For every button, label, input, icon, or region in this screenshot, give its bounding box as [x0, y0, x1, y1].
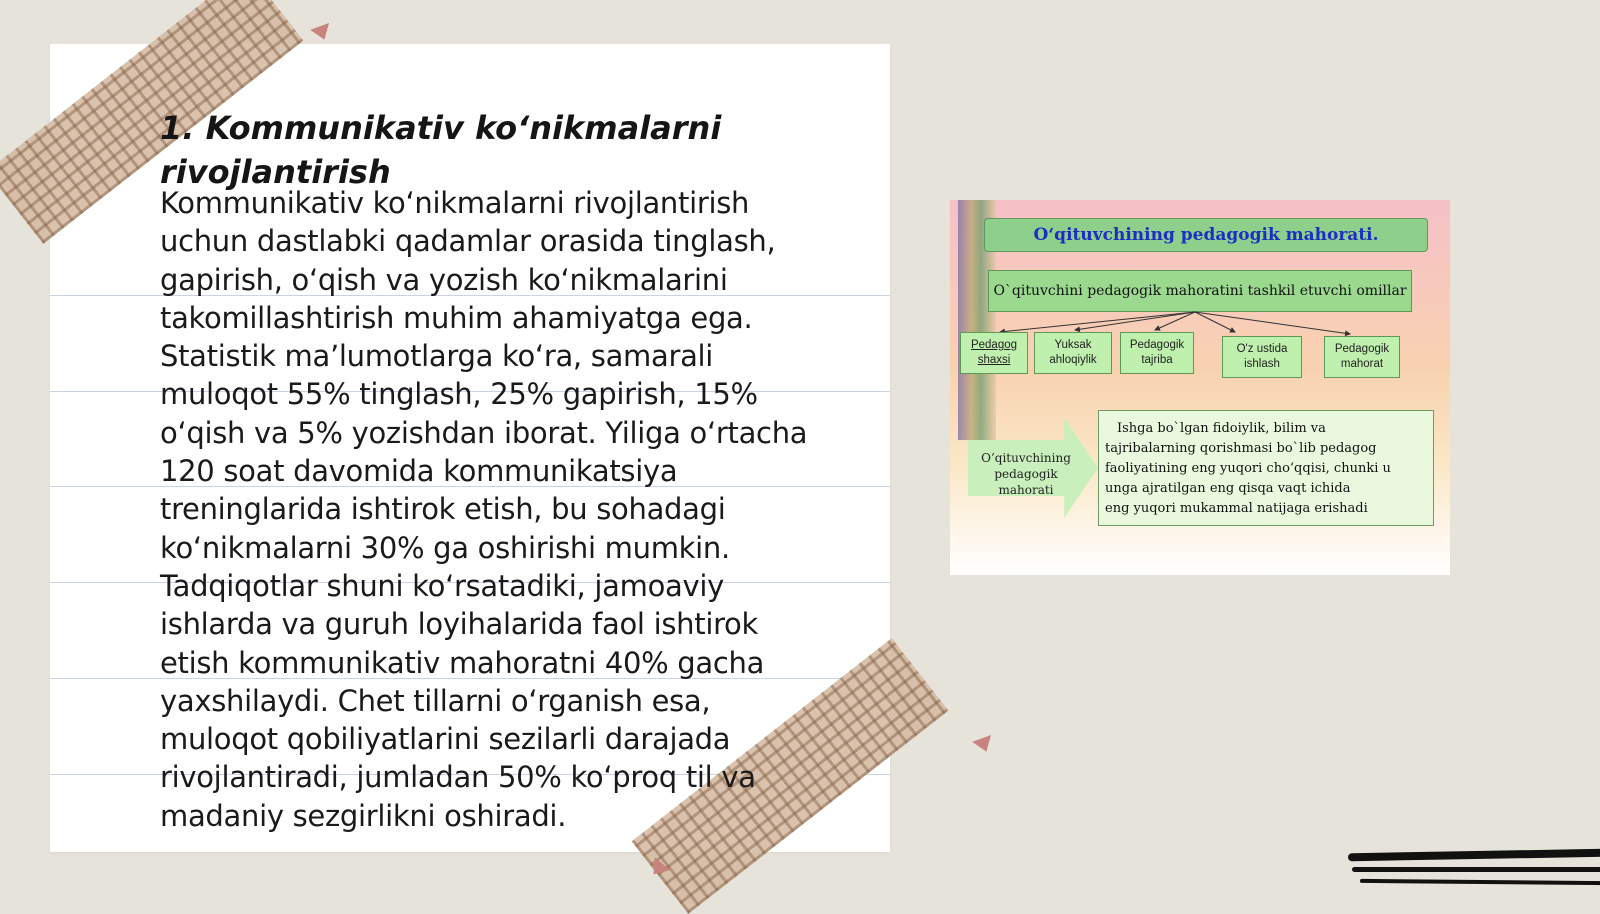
factor-box: [960, 332, 1028, 374]
description-box: [1098, 410, 1434, 526]
slide-title: 1. Kommunikativ ko‘nikmalarni rivojlantirish: [160, 109, 722, 191]
description-line: eng yuqori mukammal natijaga erishadi: [1105, 501, 1368, 516]
description-line: tajribalarning qorishmasi bo`lib pedagog: [1105, 441, 1377, 456]
description-line: faoliyatining eng yuqori cho‘qqisi, chunki u: [1105, 461, 1391, 476]
brush-stroke: [1348, 849, 1600, 862]
brush-stroke: [1352, 867, 1600, 872]
diagram-banner: O‘qituvchining pedagogik mahorati.: [984, 218, 1428, 252]
description-line: unga ajratilgan eng qisqa vaqt ichida: [1105, 481, 1351, 496]
arrow-label: O’qituvchining pedagogik mahorati: [981, 451, 1071, 497]
brush-stroke: [1360, 879, 1600, 885]
diagram-subheading: O`qituvchini pedagogik mahoratini tashkil etuvchi omillar: [988, 270, 1412, 312]
description-line: Ishga bo`lgan fidoiylik, bilim va: [1117, 421, 1326, 436]
factor-label: Yuksak ahloqiylik: [1049, 339, 1097, 366]
factor-label: Pedagogik tajriba: [1129, 339, 1185, 366]
factor-label: Pedagogik mahorat: [1334, 343, 1390, 370]
slide-body-text: Kommunikativ ko‘nikmalarni rivojlantirish uchun dastlabki qadamlar orasida tinglash, gapirish, o‘qish va yozish ko‘nikmalarini takomillashtirish muhim ahamiyatga ega. Statistik ma’lumotlarga ko‘ra, samarali muloqot 55% tinglash, 25% gapirish, 15% o‘qish va 5% yozishdan iborat. Yiliga o‘rtacha 120 soat davomida kommunikatsiya treninglarida ishtirok etish, bu sohadagi ko‘nikmalarni 30% ga oshirishi mumkin. Tadqiqotlar shuni ko‘rsatadiki, jamoaviy ishlarda va guruh loyihalarida faol ishtirok etish kommunikativ mahoratni 40% gacha yaxshilaydi. Chet tillarni o‘rganish esa, muloqot qobiliyatlarini sezilarli darajada rivojlantiradi, jumladan 50% ko‘proq til va madaniy sezgirlikni oshiradi.: [160, 186, 808, 833]
factor-box: [1324, 336, 1400, 378]
factor-box: [1222, 336, 1302, 378]
factor-label: Pedagog shaxsi: [970, 339, 1018, 366]
pin-decoration: [310, 23, 334, 43]
pin-decoration: [972, 735, 996, 755]
factor-box: [1120, 332, 1194, 374]
factor-box: [1034, 332, 1112, 374]
pedagogy-diagram-image: [950, 200, 1450, 575]
factor-label: O'z ustida ishlash: [1236, 343, 1288, 370]
